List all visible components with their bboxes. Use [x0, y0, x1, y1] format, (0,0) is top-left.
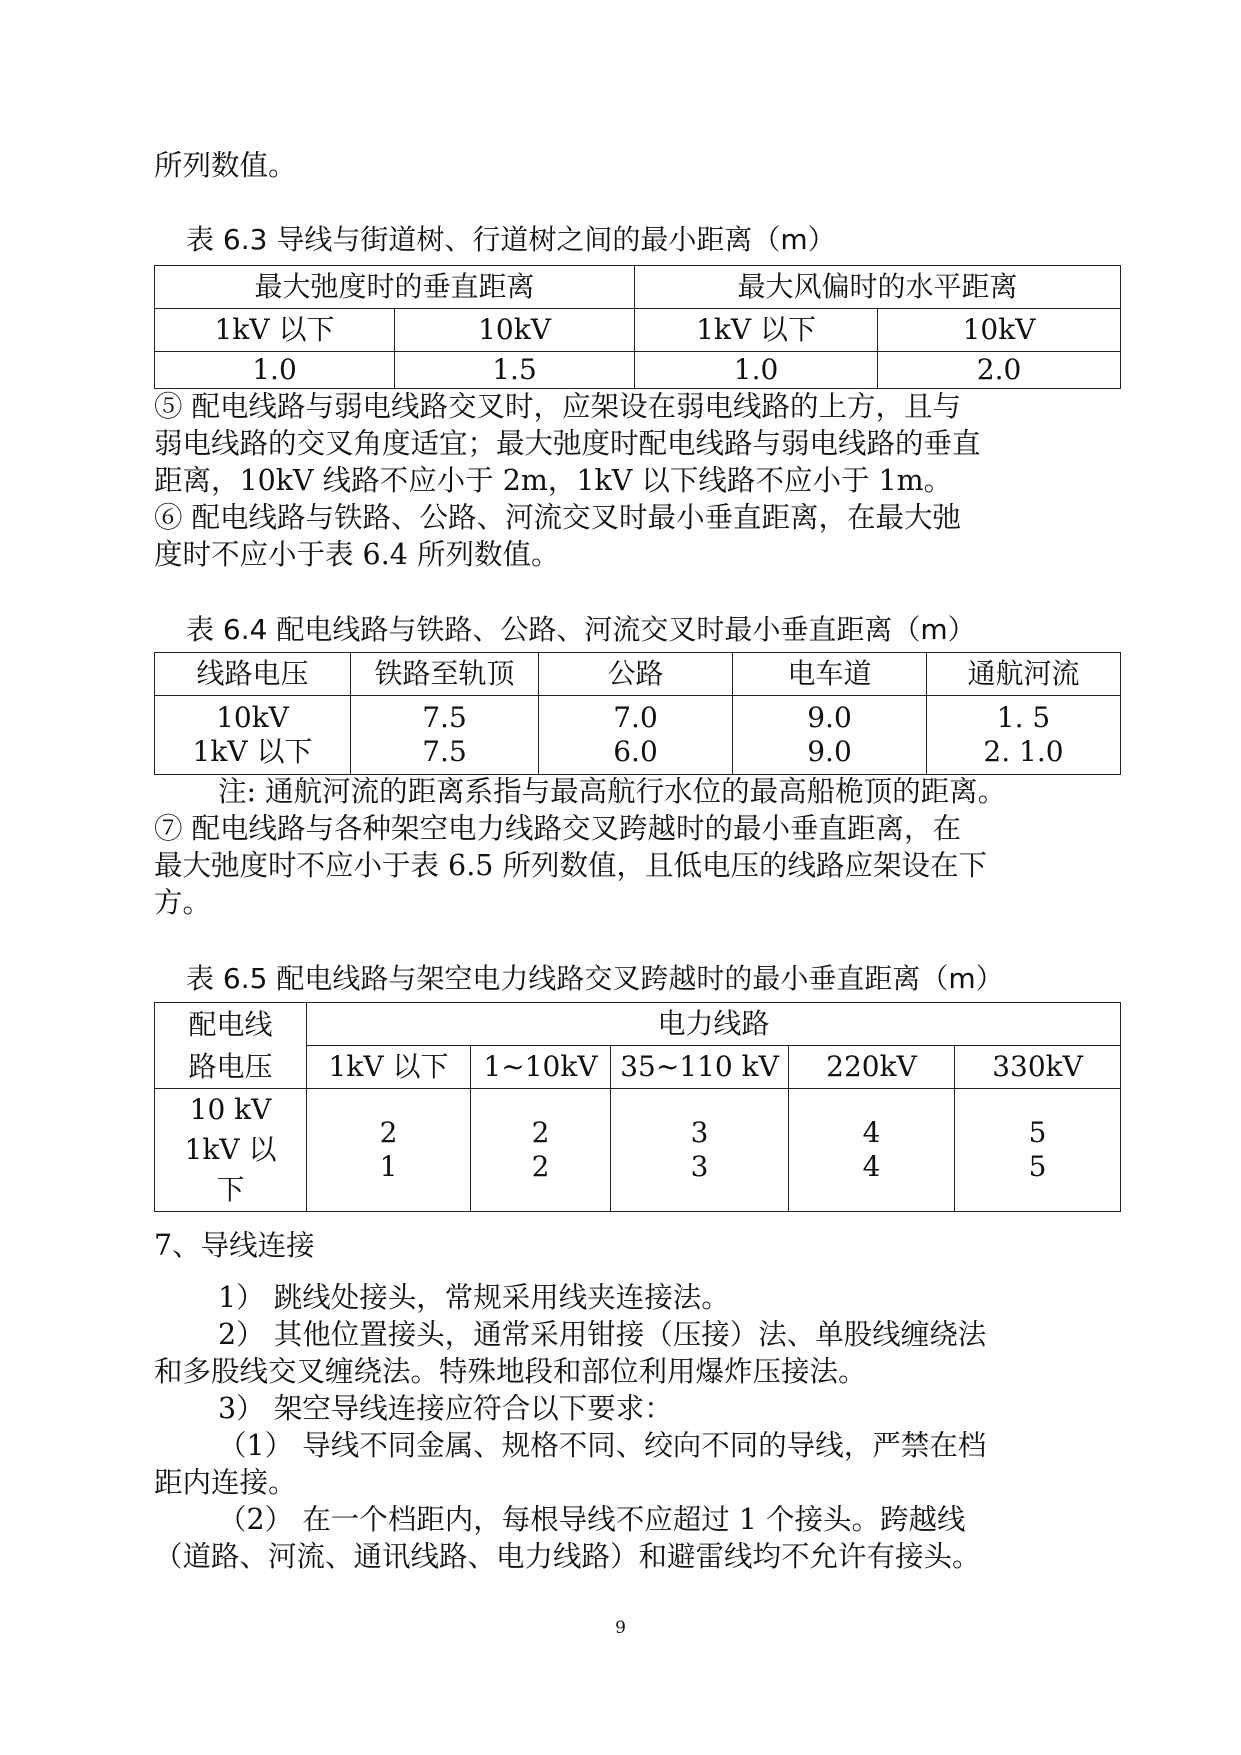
cell-line: 路电压 — [188, 1049, 273, 1083]
cell-line: 3 — [690, 1150, 709, 1183]
table-6-4 — [154, 652, 1121, 775]
table-cell: 2.0 — [878, 352, 1121, 389]
table-cell: 1.5 — [395, 352, 635, 389]
table-header-cell: 220kV — [789, 1046, 955, 1089]
cell-line: 7.5 — [422, 701, 467, 734]
table-header-cell: 1~10kV — [471, 1046, 611, 1089]
cell-line: 4 — [862, 1116, 881, 1149]
text-line: 距离，10kV 线路不应小于 2m，1kV 以下线路不应小于 1m。 — [154, 464, 953, 497]
text-line: ⑦ 配电线路与各种架空电力线路交叉跨越时的最小垂直距离，在 — [154, 812, 962, 845]
table-row — [155, 266, 1121, 309]
cell-line: 5 — [1028, 1116, 1047, 1149]
table-header-cell: 330kV — [955, 1046, 1121, 1089]
cell-line: 2 — [531, 1150, 550, 1183]
list-item: （1） 导线不同金属、规格不同、绞向不同的导线，严禁在档 — [218, 1429, 987, 1462]
cell-line: 7.0 — [613, 701, 658, 734]
table-caption-6-3: 表 6.3 导线与街道树、行道树之间的最小距离（m） — [186, 223, 836, 256]
table-header-cell: 通航河流 — [927, 653, 1121, 696]
text-line: ⑤ 配电线路与弱电线路交叉时，应架设在弱电线路的上方，且与 — [154, 390, 962, 423]
table-row — [155, 696, 1121, 775]
text-line: 度时不应小于表 6.4 所列数值。 — [154, 538, 560, 571]
table-cell: 1.0 — [155, 352, 395, 389]
table-6-3 — [154, 265, 1121, 389]
list-item: （2） 在一个档距内，每根导线不应超过 1 个接头。跨越线 — [218, 1503, 966, 1536]
list-item: 3） 架空导线连接应符合以下要求： — [218, 1392, 673, 1425]
table-header-cell: 电车道 — [733, 653, 927, 696]
text-line: 弱电线路的交叉角度适宜；最大弛度时配电线路与弱电线路的垂直 — [154, 427, 981, 460]
cell-line: 10 kV — [189, 1093, 272, 1126]
table-cell — [789, 1089, 955, 1212]
table-6-5 — [154, 1002, 1121, 1212]
table-header-cell: 10kV — [395, 309, 635, 352]
cell-line: 1. 5 — [996, 701, 1051, 734]
table-cell — [955, 1089, 1121, 1212]
table-cell — [155, 696, 351, 775]
text-line: 和多股线交叉缠绕法。特殊地段和部位利用爆炸压接法。 — [154, 1355, 867, 1388]
list-item: 2） 其他位置接头，通常采用钳接（压接）法、单股线缠绕法 — [218, 1318, 987, 1351]
table-header-cell: 1kV 以下 — [155, 309, 395, 352]
cell-line: 配电线 — [188, 1007, 273, 1041]
table-header-cell: 线路电压 — [155, 653, 351, 696]
table-row — [155, 1003, 1121, 1046]
cell-line: 9.0 — [807, 735, 852, 768]
table-cell: 1.0 — [635, 352, 878, 389]
table-cell — [307, 1089, 471, 1212]
cell-line: 7.5 — [422, 735, 467, 768]
table-cell — [611, 1089, 789, 1212]
table-caption-6-5: 表 6.5 配电线路与架空电力线路交叉跨越时的最小垂直距离（m） — [186, 962, 1004, 995]
table-header-cell: 电力线路 — [307, 1003, 1121, 1046]
table-header-cell: 1kV 以下 — [307, 1046, 471, 1089]
cell-line: 3 — [690, 1116, 709, 1149]
cell-line: 1kV 以下 — [192, 735, 313, 768]
table-row — [155, 309, 1121, 352]
cell-line: 9.0 — [807, 701, 852, 734]
text-line: ⑥ 配电线路与铁路、公路、河流交叉时最小垂直距离，在最大弛 — [154, 501, 962, 534]
text-line: （道路、河流、通讯线路、电力线路）和避雷线均不允许有接头。 — [154, 1540, 981, 1573]
table-header-cell: 最大风偏时的水平距离 — [635, 266, 1121, 309]
list-item: 1） 跳线处接头，常规采用线夹连接法。 — [218, 1281, 730, 1314]
table-row — [155, 653, 1121, 696]
text-line: 所列数值。 — [154, 149, 297, 182]
table-header-cell: 1kV 以下 — [635, 309, 878, 352]
cell-line: 1kV 以 — [184, 1133, 277, 1166]
table-header-cell — [155, 1003, 307, 1089]
page-number: 9 — [615, 1618, 626, 1638]
cell-line: 2 — [531, 1116, 550, 1149]
table-cell — [539, 696, 733, 775]
table-cell — [471, 1089, 611, 1212]
text-line: 最大弛度时不应小于表 6.5 所列数值，且低电压的线路应架设在下 — [154, 849, 987, 882]
table-caption-6-4: 表 6.4 配电线路与铁路、公路、河流交叉时最小垂直距离（m） — [186, 613, 976, 646]
cell-line: 6.0 — [613, 735, 658, 768]
section-heading: 7、导线连接 — [154, 1229, 315, 1262]
cell-line: 5 — [1028, 1150, 1047, 1183]
table-cell — [351, 696, 539, 775]
table-cell — [733, 696, 927, 775]
cell-line: 2. 1.0 — [983, 735, 1064, 768]
cell-line: 1 — [379, 1150, 398, 1183]
table-header-cell: 最大弛度时的垂直距离 — [155, 266, 635, 309]
table-header-cell: 公路 — [539, 653, 733, 696]
table-header-cell: 10kV — [878, 309, 1121, 352]
table-note: 注: 通航河流的距离系指与最高航行水位的最高船桅顶的距离。 — [218, 775, 1007, 808]
table-cell — [155, 1089, 307, 1212]
table-header-cell: 铁路至轨顶 — [351, 653, 539, 696]
cell-line: 4 — [862, 1150, 881, 1183]
cell-line: 下 — [216, 1173, 245, 1206]
table-cell — [927, 696, 1121, 775]
cell-line: 2 — [379, 1116, 398, 1149]
table-row — [155, 352, 1121, 389]
text-line: 距内连接。 — [154, 1466, 297, 1499]
cell-line: 10kV — [216, 701, 289, 734]
table-header-cell: 35~110 kV — [611, 1046, 789, 1089]
table-row — [155, 1089, 1121, 1212]
text-line: 方。 — [154, 886, 212, 919]
